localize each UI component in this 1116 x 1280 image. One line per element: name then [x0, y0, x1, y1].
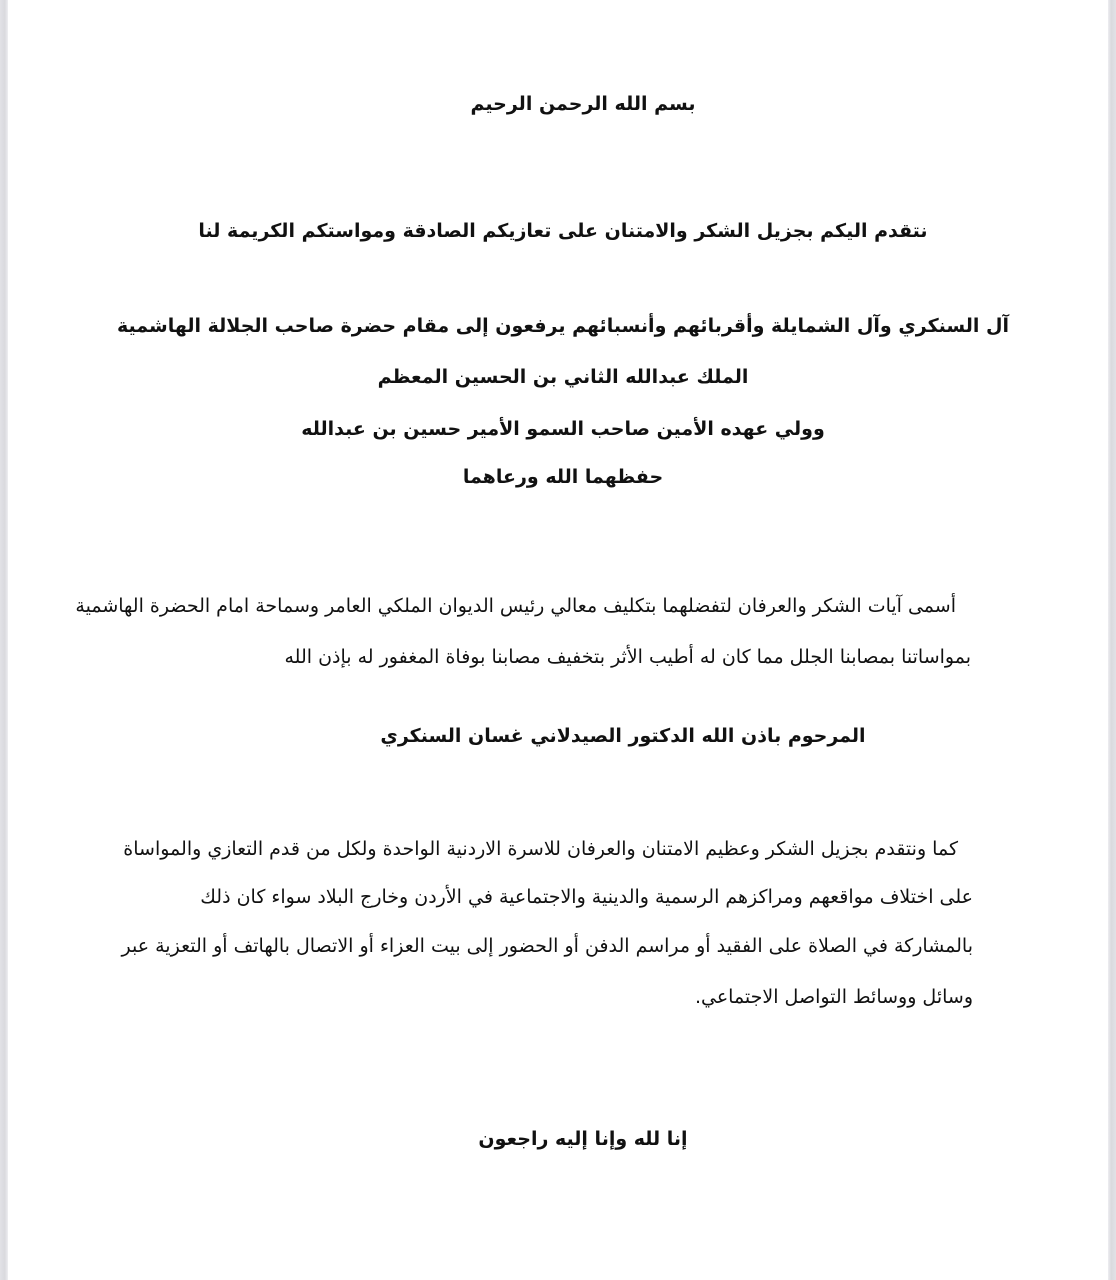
paragraph-line: بالمشاركة في الصلاة على الفقيد أو مراسم الدفن أو الحضور إلى بيت العزاء أو الاتصال بالهاتف أو التعزية عبر	[121, 935, 973, 957]
paragraph-line: أسمى آيات الشكر والعرفان لتفضلهما بتكليف معالي رئيس الديوان الملكي العامر وسماحة امام الحضرة الهاشمية	[75, 595, 956, 617]
paragraph-line: وسائل ووسائط التواصل الاجتماعي.	[694, 986, 973, 1008]
paragraph-line: على اختلاف مواقعهم ومراكزهم الرسمية والدينية والاجتماعية في الأردن وخارج البلاد سواء كان ذلك	[200, 886, 973, 908]
royal-line: الملك عبدالله الثاني بن الحسين المعظم	[377, 366, 749, 388]
deceased-name-line: المرحوم باذن الله الدكتور الصيدلاني غسان السنكري	[380, 725, 866, 747]
page-edge-right	[1108, 0, 1116, 1280]
document-page	[8, 0, 1108, 1280]
closing-verse: إنا لله وإنا إليه راجعون	[478, 1128, 688, 1150]
paragraph-line: بمواساتنا بمصابنا الجلل مما كان له أطيب الأثر بتخفيف مصابنا بوفاة المغفور له بإذن الله	[284, 646, 971, 668]
royal-line: وولي عهده الأمين صاحب السمو الأمير حسين بن عبدالله	[301, 418, 825, 440]
intro-thanks-line: نتقدم اليكم بجزيل الشكر والامتنان على تعازيكم الصادقة ومواستكم الكريمة لنا	[198, 220, 928, 242]
page-edge-left	[0, 0, 8, 1280]
royal-line: آل السنكري وآل الشمايلة وأقربائهم وأنسبائهم يرفعون إلى مقام حضرة صاحب الجلالة الهاشمية	[117, 315, 1009, 337]
paragraph-line: كما ونتقدم بجزيل الشكر وعظيم الامتنان والعرفان للاسرة الاردنية الواحدة ولكل من قدم التعازي والمواساة	[123, 838, 958, 860]
basmala-heading: بسم الله الرحمن الرحيم	[470, 93, 696, 115]
royal-line: حفظهما الله ورعاهما	[462, 466, 664, 488]
